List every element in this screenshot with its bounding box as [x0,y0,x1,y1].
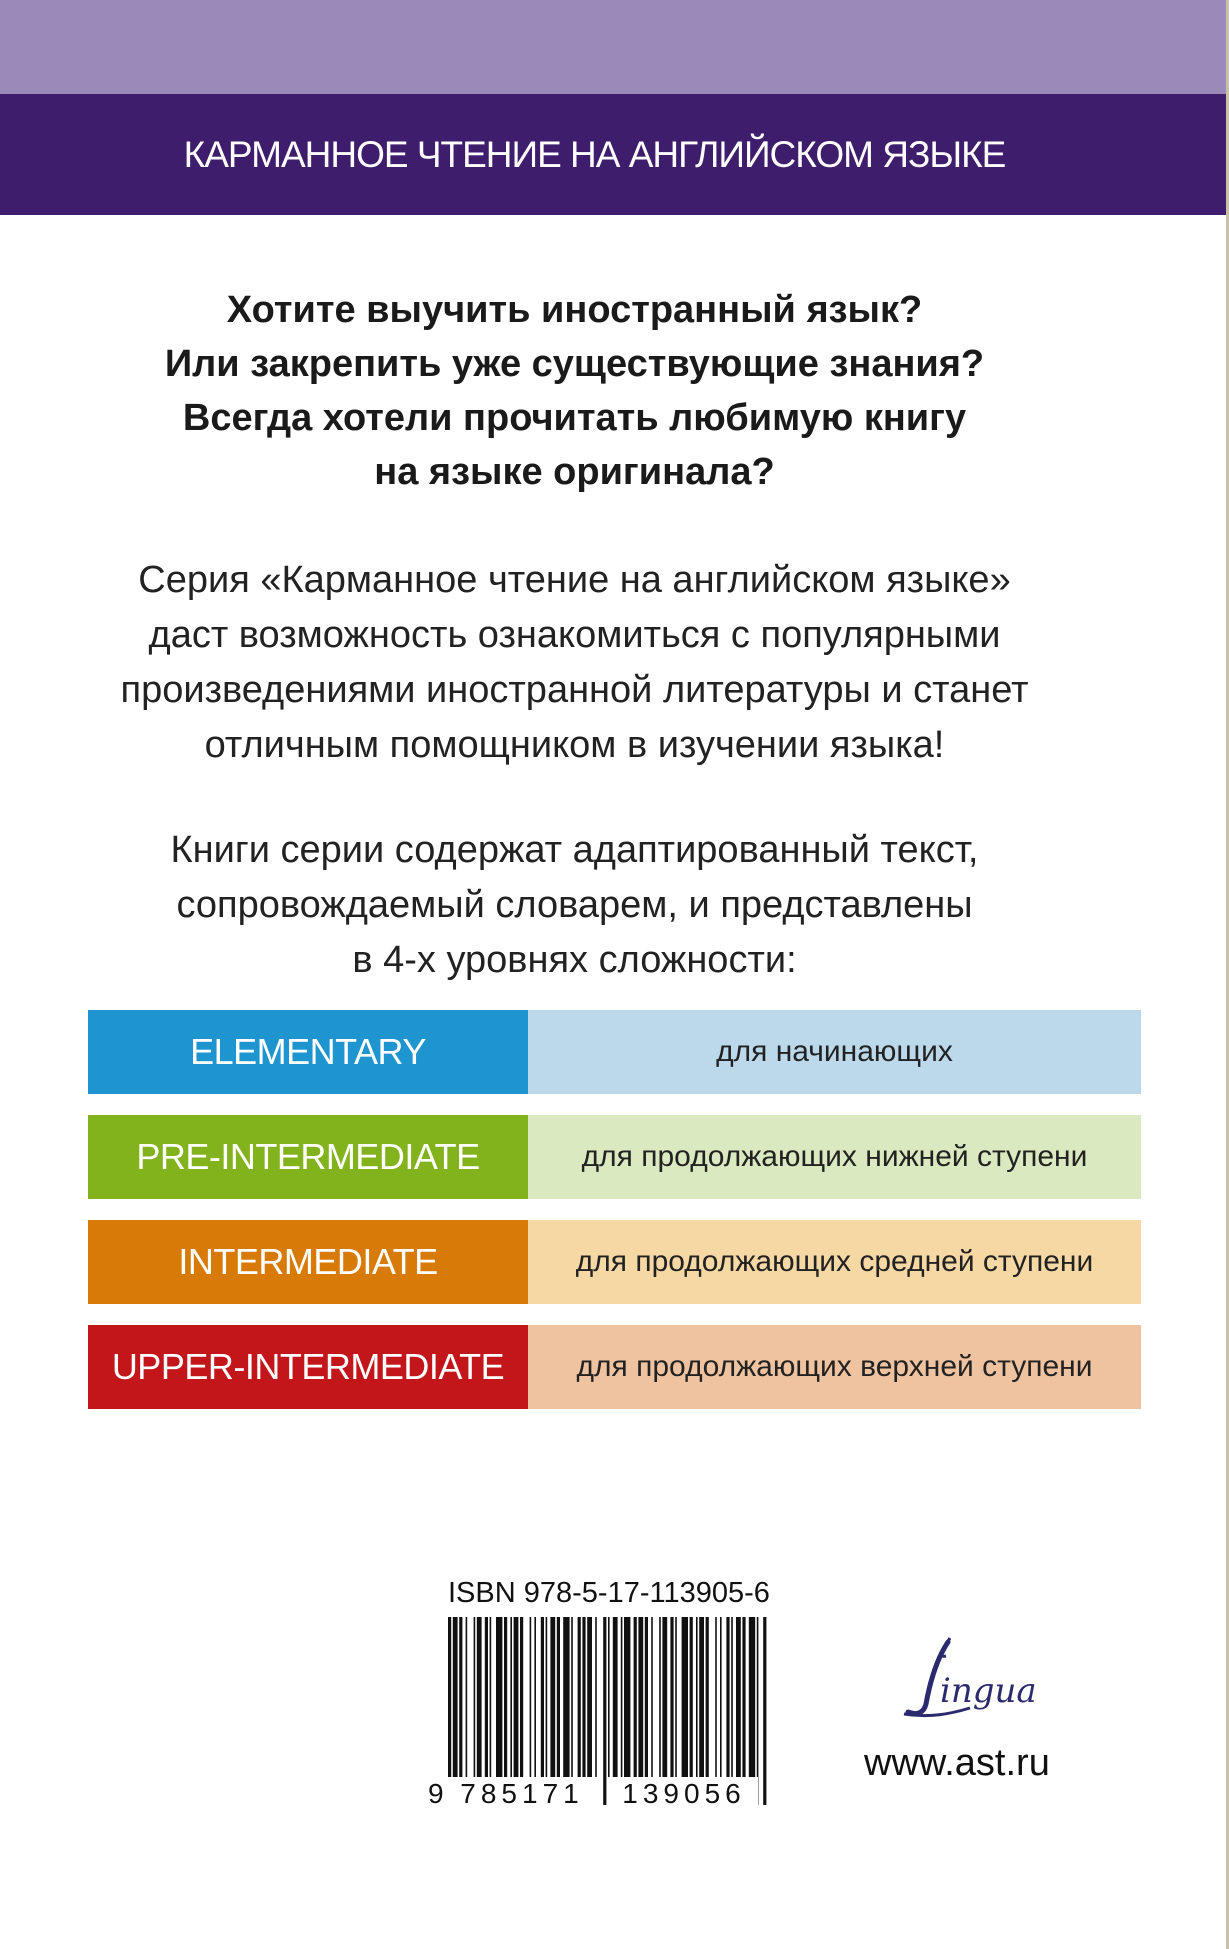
series-title: КАРМАННОЕ ЧТЕНИЕ НА АНГЛИЙСКОМ ЯЗЫКЕ [183,133,1006,175]
levels-intro [0,823,1189,988]
level-name: INTERMEDIATE [88,1220,528,1304]
series-description [0,553,1189,773]
level-description: для начинающих [528,1010,1141,1094]
levels-intro-line: в 4-х уровнях сложности: [352,939,797,981]
level-row-elementary [88,1010,1141,1094]
question-line: на языке оригинала? [374,451,775,493]
level-name: PRE-INTERMEDIATE [88,1115,528,1199]
level-row-intermediate [88,1220,1141,1304]
level-row-upper-intermediate [88,1325,1141,1409]
publisher-website: www.ast.ru [864,1742,1050,1784]
level-description: для продолжающих средней ступени [528,1220,1141,1304]
barcode [428,1617,784,1807]
isbn-text: ISBN 978-5-17-113905-6 [448,1577,770,1609]
description-line: даст возможность ознакомиться с популярными [148,614,1001,656]
levels-intro-line: сопровождаемый словарем, и представлены [176,884,973,926]
description-line: Серия «Карманное чтение на английском языке» [138,559,1011,601]
question-line: Всегда хотели прочитать любимую книгу [182,397,967,439]
lingua-logo [890,1630,1060,1730]
level-description: для продолжающих верхней ступени [528,1325,1141,1409]
level-row-pre-intermediate [88,1115,1141,1199]
question-line: Хотите выучить иностранный язык? [226,289,923,331]
level-description: для продолжающих нижней ступени [528,1115,1141,1199]
description-line: отличным помощником в изучении языка! [204,724,945,766]
level-name: UPPER-INTERMEDIATE [88,1325,528,1409]
barcode-first-digit: 9 [428,1778,444,1807]
barcode-digits-left: 785171 [460,1778,584,1807]
level-name: ELEMENTARY [88,1010,528,1094]
barcode-digits-right: 139056 [622,1778,746,1807]
top-color-band [0,0,1229,94]
levels-table [88,1010,1141,1430]
question-line: Или закрепить уже существующие знания? [164,343,985,385]
intro-questions [0,283,1189,499]
levels-intro-line: Книги серии содержат адаптированный текст, [170,829,979,871]
svg-text:ingua: ingua [940,1671,1037,1711]
series-title-band [0,94,1229,215]
description-line: произведениями иностранной литературы и станет [120,669,1029,711]
